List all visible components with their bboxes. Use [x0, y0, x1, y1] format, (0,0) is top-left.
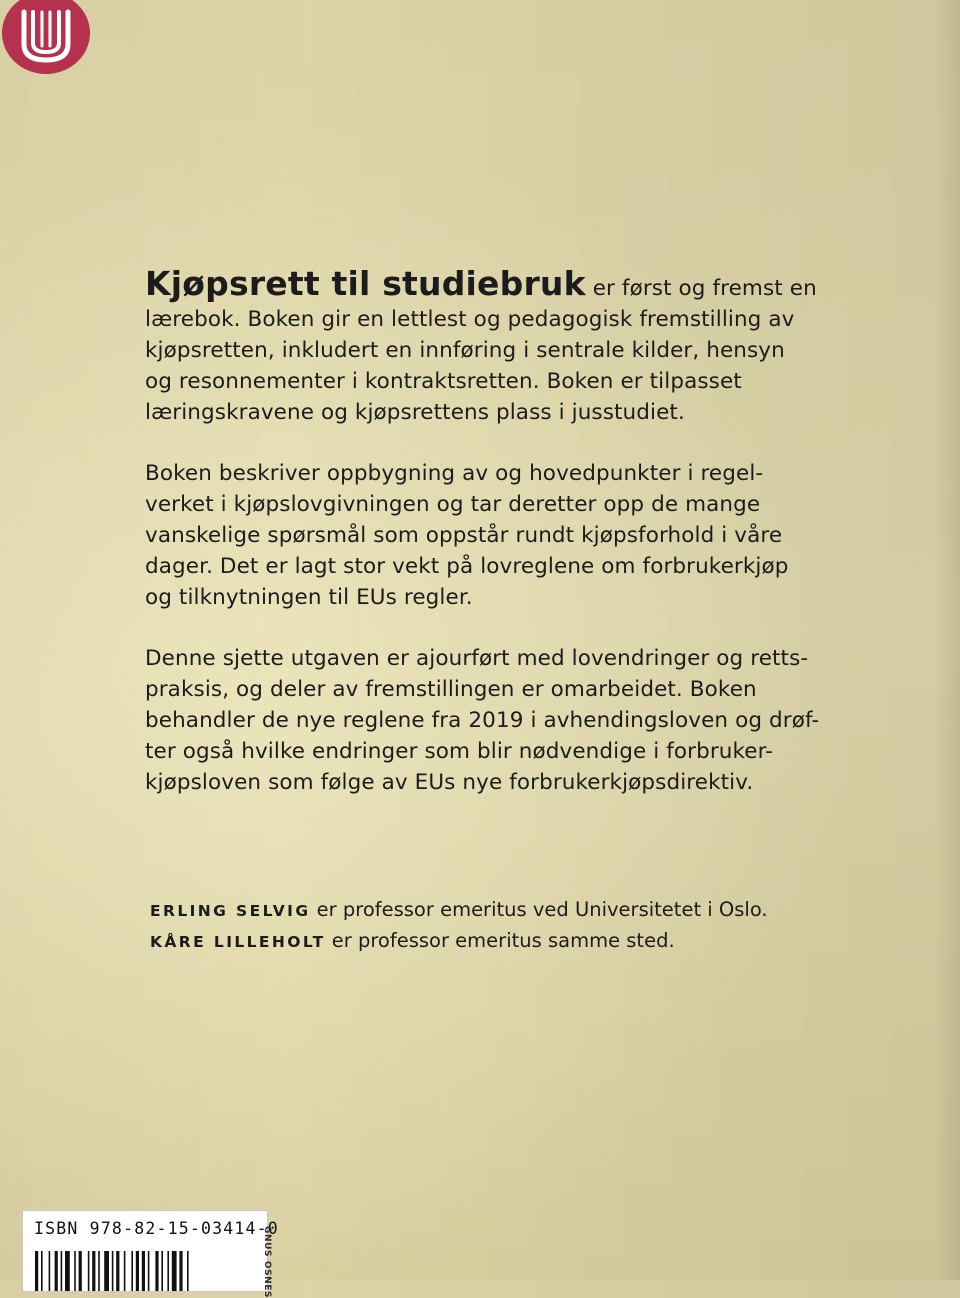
photo-credit: GNUS OSNES [262, 1226, 272, 1298]
blurb-paragraph-2: Boken beskriver oppbygning av og hovedpunkter i regel- verket i kjøpslovgivningen og tar deretter opp de mange vanskelige spørsmål som oppstår rundt kjøpsforhold i våre dager. Det er lagt stor vekt på lovreglene om forbrukerkjøp og tilknytningen til EUs regler. [145, 461, 789, 610]
universitetsforlaget-logo-icon [2, 0, 90, 74]
barcode-icon [35, 1251, 255, 1291]
back-cover-blurb [145, 264, 845, 798]
author-name: ERLING SELVIG [150, 902, 311, 920]
author-bio [150, 895, 870, 926]
blurb-paragraph-1-text: er først og fremst en lærebok. Boken gir en lettlest og pedagogisk fremstilling av kjøpsretten, inkludert en innføring i sentrale kilder, hensyn og resonnementer i kontraktsretten. Boken er tilpasset læringskravene og kjøpsrettens plass i jusstudiet. [145, 276, 817, 425]
author-description: er professor emeritus ved Universitetet i Oslo. [310, 898, 768, 921]
author-description: er professor emeritus samme sted. [325, 929, 675, 952]
blurb-paragraph-3: Denne sjette utgaven er ajourført med lovendringer og retts- praksis, og deler av fremstillingen er omarbeidet. Boken behandler de nye reglene fra 2019 i avhendingsloven og drøf- ter også hvilke endringer som blir nødvendige i forbruker- kjøpsloven som følge av EUs nye forbrukerkjøpsdirektiv. [145, 646, 820, 795]
author-bio [150, 926, 870, 957]
book-title: Kjøpsrett til studiebruk [145, 264, 586, 303]
blurb-paragraph-1 [145, 264, 845, 428]
author-bios [150, 895, 870, 957]
publisher-logo-icon [2, 0, 90, 74]
author-name: KÅRE LILLEHOLT [150, 933, 326, 951]
cover-shadow-edge [934, 0, 960, 1280]
isbn-number: ISBN 978-82-15-03414-0 [34, 1219, 279, 1238]
